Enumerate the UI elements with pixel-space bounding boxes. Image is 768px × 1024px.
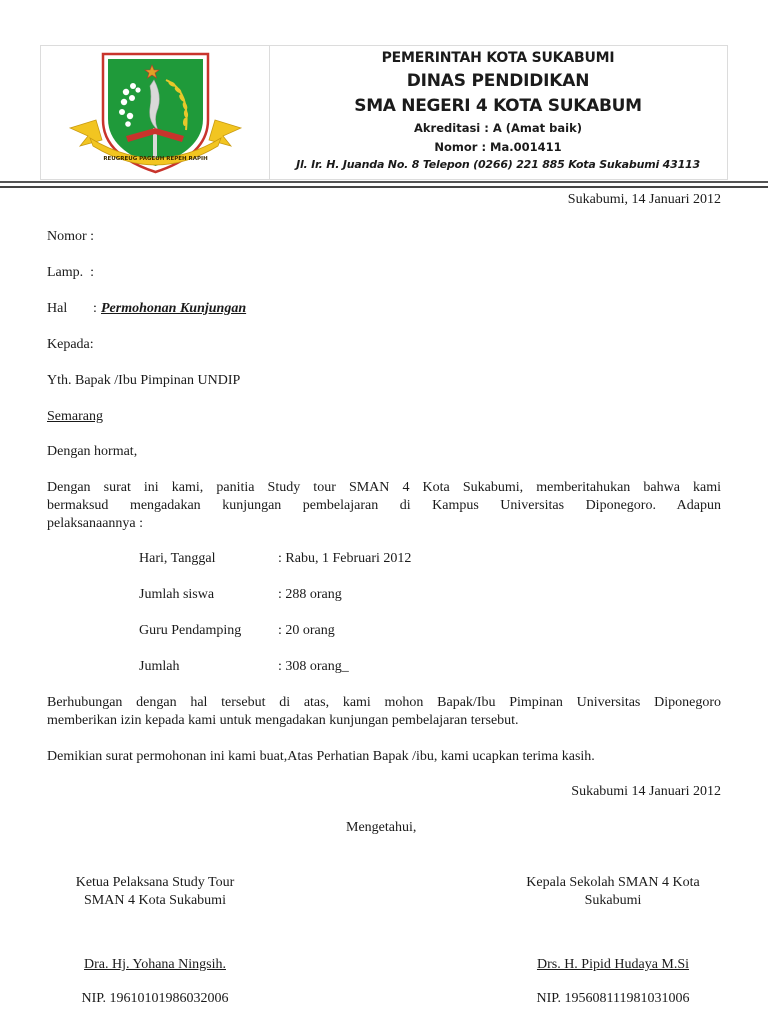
greeting: Dengan hormat, [47,444,138,459]
school-address: Jl. Ir. H. Juanda No. 8 Telepon (0266) 221 885 Kota Sukabumi 43113 [296,158,700,171]
signer-right-title-2: Sukabumi [584,893,642,908]
acknowledged-label: Mengetahui, [346,820,417,835]
closing-date: Sukabumi 14 Januari 2012 [571,784,721,799]
letterhead [40,45,728,180]
school-name: SMA NEGERI 4 KOTA SUKABUM [354,96,642,116]
subject: Permohonan Kunjungan [101,301,247,316]
signature-left [40,874,270,1008]
detail-label-total: Jumlah [139,659,180,674]
letterhead-text [269,46,727,179]
letterhead-divider-top [0,181,768,183]
signer-left-title-1: Ketua Pelaksana Study Tour [75,875,235,890]
intro-line-1: Dengan surat ini kami, panitia Study tour SMAN 4 Kota Sukabumi, memberitahukan bahwa kami [47,480,721,495]
hal-colon: : [93,301,97,316]
signature-right [498,874,728,1008]
detail-value-students: : 288 orang [278,587,342,602]
signer-right-nip: NIP. 195608111981031006 [536,991,690,1006]
detail-label-date: Hari, Tanggal [139,551,216,566]
detail-value-date: : Rabu, 1 Februari 2012 [278,551,412,566]
detail-label-teachers: Guru Pendamping [139,623,242,638]
detail-value-teachers: : 20 orang [278,623,335,638]
government-name: PEMERINTAH KOTA SUKABUMI [381,50,615,66]
recipient-city: Semarang [47,409,103,424]
letterhead-logo-cell [41,46,270,179]
recipient-name: Yth. Bapak /Ibu Pimpinan UNDIP [47,373,241,388]
letterhead-divider-bottom [0,186,768,188]
detail-label-students: Jumlah siswa [139,587,215,602]
school-number: Nomor : Ma.001411 [434,140,562,154]
request-line-2: memberikan izin kepada kami untuk mengadakan kunjungan pembelajaran tersebut. [47,713,519,728]
intro-line-2: bermaksud mengadakan kunjungan pembelajaran di Kampus Universitas Diponegoro. Adapun [47,498,721,513]
nomor-label: Nomor : [47,229,95,244]
intro-line-3: pelaksanaannya : [47,516,144,531]
city-emblem-icon [58,50,253,175]
letter-date: Sukabumi, 14 Januari 2012 [567,192,721,207]
signer-right-name: Drs. H. Pipid Hudaya M.Si [536,957,690,972]
signer-left-nip: NIP. 19610101986032006 [81,991,229,1006]
intro-paragraph [47,479,721,533]
request-line-1: Berhubungan dengan hal tersebut di atas, kami mohon Bapak/Ibu Pimpinan Universitas Diponegoro [47,695,721,710]
accreditation: Akreditasi : A (Amat baik) [414,121,582,135]
closing-sentence: Demikian surat permohonan ini kami buat,Atas Perhatian Bapak /ibu, kami ucapkan terima kasih. [47,749,595,764]
svg-text:REUGREUG PAGEUH REPEH RAPIH: REUGREUG PAGEUH REPEH RAPIH [103,156,208,162]
recipient-heading: Kepada: [47,337,94,352]
request-paragraph [47,694,721,730]
detail-value-total: : 308 orang_ [278,659,349,674]
signer-left-name: Dra. Hj. Yohana Ningsih. [84,957,226,972]
hal-label: Hal [47,301,68,316]
lamp-label: Lamp. : [47,265,95,280]
signer-right-title-1: Kepala Sekolah SMAN 4 Kota [526,875,700,890]
department-name: DINAS PENDIDIKAN [406,71,590,91]
signer-left-title-2: SMAN 4 Kota Sukabumi [84,893,226,908]
